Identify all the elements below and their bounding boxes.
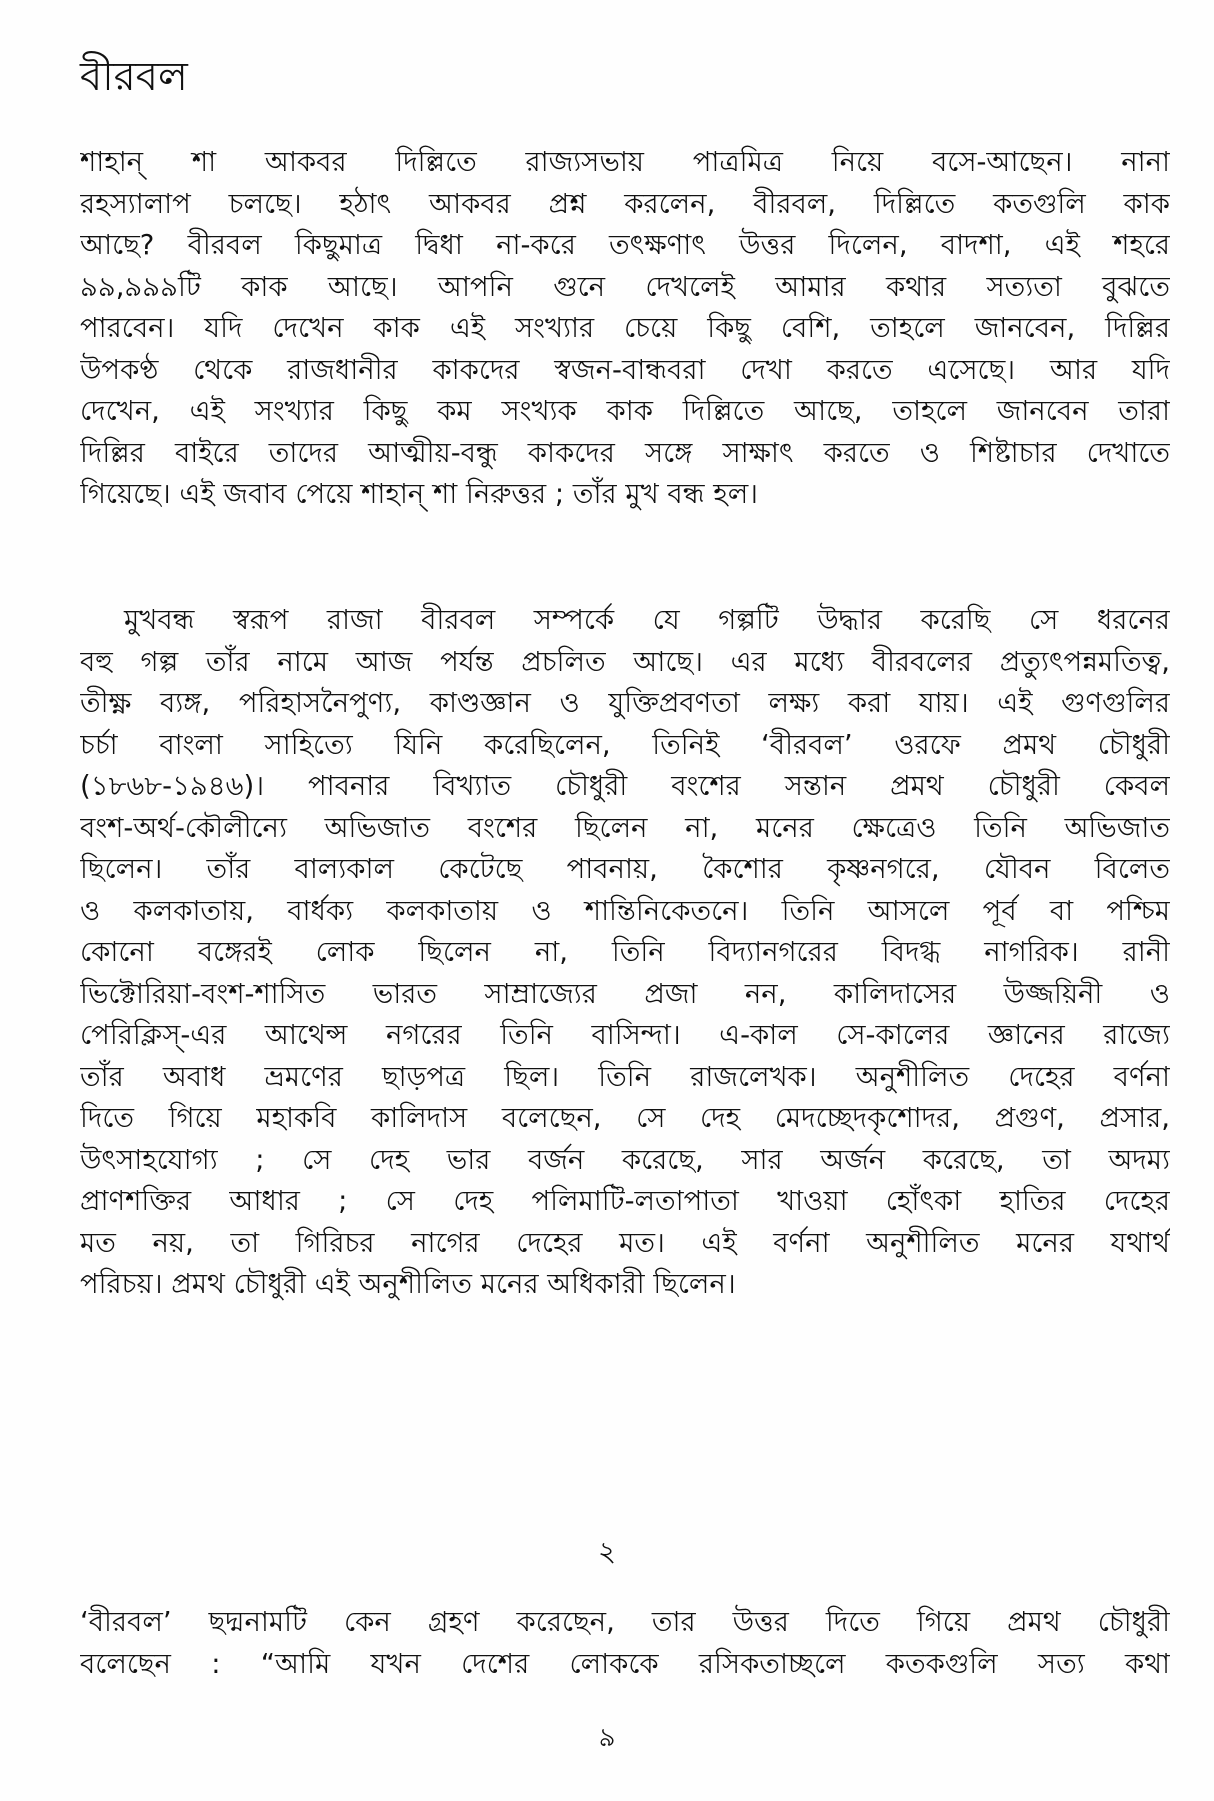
chapter-title: বীরবল xyxy=(80,54,188,100)
text-line: রহস্যালাপ চলছে। হঠাৎ আকবর প্রশ্ন করলেন, বীরবল, দিল্লিতে কতগুলি কাক xyxy=(80,187,1170,220)
text-line: তাঁর অবাধ ভ্রমণের ছাড়পত্র ছিল। তিনি রাজলেখক। অনুশীলিত দেহের বর্ণনা xyxy=(80,1060,1170,1093)
text-line: পরিচয়। প্রমথ চৌধুরী এই অনুশীলিত মনের অধিকারী ছিলেন। xyxy=(80,1268,736,1300)
text-line: বহু গল্প তাঁর নামে আজ পর্যন্ত প্রচলিত আছে। এর মধ্যে বীরবলের প্রত্যুৎপন্নমতিত্ব, xyxy=(80,645,1170,678)
paragraph-3 xyxy=(80,1602,1170,1685)
section-number: ২ xyxy=(597,1535,617,1568)
text-line: দেখেন, এই সংখ্যার কিছু কম সংখ্যক কাক দিল্লিতে আছে, তাহলে জানবেন তারা xyxy=(80,395,1170,427)
text-line: বংশ-অর্থ-কৌলীন্যে অভিজাত বংশের ছিলেন না, মনের ক্ষেত্রেও তিনি অভিজাত xyxy=(80,811,1170,844)
text-line: ‘বীরবল’ ছদ্মনামটি কেন গ্রহণ করেছেন, তার উত্তর দিতে গিয়ে প্রমথ চৌধুরী xyxy=(80,1606,1170,1638)
text-line: ছিলেন। তাঁর বাল্যকাল কেটেছে পাবনায়, কৈশোর কৃষ্ণনগরে, যৌবন বিলেত xyxy=(80,853,1170,885)
text-line: পেরিক্লিস্‌-এর আথেন্স নগরের তিনি বাসিন্দা। এ-কাল সে-কালের জ্ঞানের রাজ্যে xyxy=(80,1019,1170,1051)
text-line: প্রাণশক্তির আধার ; সে দেহ পলিমাটি-লতাপাতা খাওয়া হোঁৎকা হাতির দেহের xyxy=(80,1185,1170,1217)
text-line: পারবেন। যদি দেখেন কাক এই সংখ্যার চেয়ে কিছু বেশি, তাহলে জানবেন, দিল্লির xyxy=(80,312,1170,344)
paragraph-2 xyxy=(80,600,1170,1306)
text-line: ভিক্টোরিয়া-বংশ-শাসিত ভারত সাম্রাজ্যের প্রজা নন, কালিদাসের উজ্জয়িনী ও xyxy=(80,977,1170,1010)
text-line: বলেছেন : “আমি যখন দেশের লোককে রসিকতাচ্ছলে কতকগুলি সত্য কথা xyxy=(80,1647,1170,1680)
text-line: মত নয়, তা গিরিচর নাগের দেহের মত। এই বর্ণনা অনুশীলিত মনের যথার্থ xyxy=(80,1226,1170,1259)
text-line: কোনো বঙ্গেরই লোক ছিলেন না, তিনি বিদ্যানগরের বিদগ্ধ নাগরিক। রানী xyxy=(80,936,1170,968)
text-line: উপকণ্ঠ থেকে রাজধানীর কাকদের স্বজন-বান্ধবরা দেখা করতে এসেছে। আর যদি xyxy=(80,353,1170,386)
text-line: দিতে গিয়ে মহাকবি কালিদাস বলেছেন, সে দেহ মেদচ্ছেদকৃশোদর, প্রগুণ, প্রসার, xyxy=(80,1102,1170,1134)
text-line: আছে? বীরবল কিছুমাত্র দ্বিধা না-করে তৎক্ষণাৎ উত্তর দিলেন, বাদশা, এই শহরে xyxy=(80,229,1170,261)
text-line: দিল্লির বাইরে তাদের আত্মীয়-বন্ধু কাকদের সঙ্গে সাক্ষাৎ করতে ও শিষ্টাচার দেখাতে xyxy=(80,436,1170,469)
text-line: (১৮৬৮-১৯৪৬)। পাবনার বিখ্যাত চৌধুরী বংশের সন্তান প্রমথ চৌধুরী কেবল xyxy=(80,770,1170,802)
page-number: ৯ xyxy=(598,1723,616,1753)
text-line: মুখবন্ধ স্বরূপ রাজা বীরবল সম্পর্কে যে গল্পটি উদ্ধার করেছি সে ধরনের xyxy=(124,604,1170,636)
text-line: ও কলকাতায়, বার্ধক্য কলকাতায় ও শান্তিনিকেতনে। তিনি আসলে পূর্ব বা পশ্চিম xyxy=(80,894,1170,927)
text-line: শাহান্‌ শা আকবর দিল্লিতে রাজ্যসভায় পাত্রমিত্র নিয়ে বসে-আছেন। নানা xyxy=(80,146,1170,178)
text-line: চর্চা বাংলা সাহিত্যে যিনি করেছিলেন, তিনিই ‘বীরবল’ ওরফে প্রমথ চৌধুরী xyxy=(80,728,1170,761)
paragraph-1 xyxy=(80,142,1170,516)
text-line: তীক্ষ্ণ ব্যঙ্গ, পরিহাসনৈপুণ্য, কাণ্ডজ্ঞান ও যুক্তিপ্রবণতা লক্ষ্য করা যায়। এই গুণগুলির xyxy=(80,687,1170,719)
text-line: উৎসাহযোগ্য ; সে দেহ ভার বর্জন করেছে, সার অর্জন করেছে, তা অদম্য xyxy=(80,1143,1170,1176)
text-line: গিয়েছে। এই জবাব পেয়ে শাহান্‌ শা নিরুত্তর ; তাঁর মুখ বন্ধ হল। xyxy=(80,478,759,510)
text-line: ৯৯,৯৯৯টি কাক আছে। আপনি গুনে দেখলেই আমার কথার সত্যতা বুঝতে xyxy=(80,270,1170,303)
